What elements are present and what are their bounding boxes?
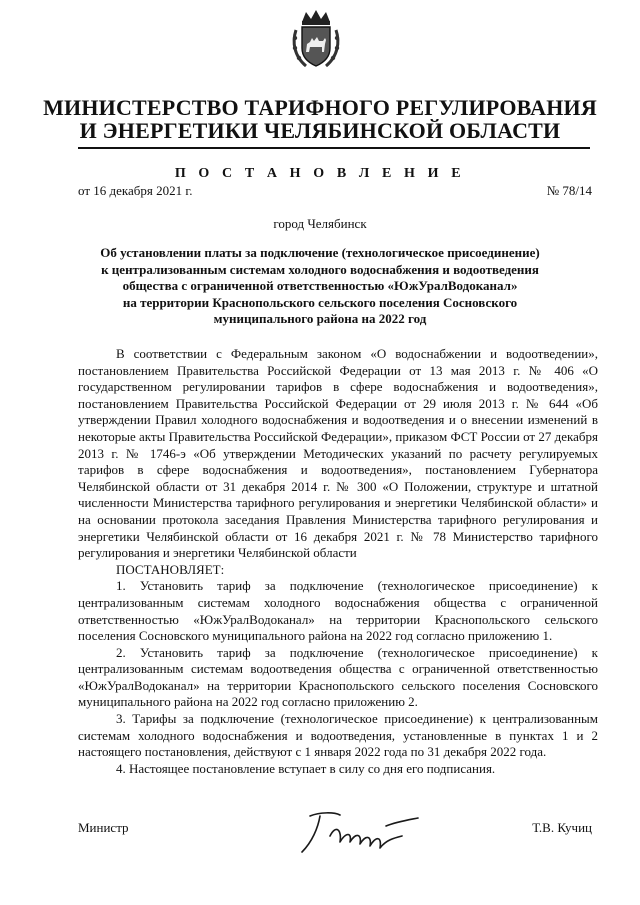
title-line: Об установлении платы за подключение (технологическое присоединение) (100, 245, 540, 260)
header-divider (78, 147, 590, 149)
document-body (78, 346, 598, 777)
document-city: город Челябинск (273, 216, 367, 231)
resolves-heading: ПОСТАНОВЛЯЕТ: (116, 561, 225, 577)
handwritten-signature (290, 806, 430, 858)
item-3-paragraph: 3. Тарифы за подключение (технологическое присоединение) к централизованным системам холодного водоснабжения и водоотведения, установленные в пунктах 1 и 2 настоящего постановления, действуют с 1 января 2022 года по 31 декабря 2022 года. (78, 711, 598, 760)
coat-of-arms-icon (290, 8, 342, 70)
item-1-paragraph: 1. Установить тариф за подключение (технологическое присоединение) к централизованным системам холодного водоснабжения общества с ограниченной ответственностью «ЮжУралВодоканал» на территории Краснопольского сельского поселения Сосновского муниципального района на 2022 год согласно приложению 1. (78, 578, 598, 644)
document-title (70, 245, 570, 328)
signatory-name: Т.В. Кучиц (532, 820, 592, 835)
ministry-name (0, 96, 640, 142)
item-4-paragraph: 4. Настоящее постановление вступает в силу со дня его подписания. (116, 760, 496, 776)
item-2-paragraph: 2. Установить тариф за подключение (технологическое присоединение) к централизованным системам водоотведения общества с ограниченной ответственностью «ЮжУралВодоканал» на территории Краснопольского сельского поселения Сосновского муниципального района на 2022 год согласно приложению 2. (78, 644, 598, 710)
title-line: на территории Краснопольского сельского поселения Сосновского (122, 294, 518, 310)
ministry-name-line-1: МИНИСТЕРСТВО ТАРИФНОГО РЕГУЛИРОВАНИЯ (43, 95, 597, 120)
signatory-role: Министр (78, 820, 129, 835)
title-line: муниципального района на 2022 год (213, 311, 427, 326)
document-type: П О С Т А Н О В Л Е Н И Е (174, 166, 466, 181)
ministry-name-line-2: И ЭНЕРГЕТИКИ ЧЕЛЯБИНСКОЙ ОБЛАСТИ (79, 118, 561, 143)
document-number: № 78/14 (546, 183, 592, 198)
title-line: к централизованным системам холодного водоснабжения и водоотведения (101, 261, 539, 277)
title-line: общества с ограниченной ответственностью «ЮжУралВодоканал» (122, 278, 518, 293)
document-date: от 16 декабря 2021 г. (78, 183, 193, 198)
preamble-paragraph: В соответствии с Федеральным законом «О водоснабжении и водоотведении», постановлением Правительства Российской Федерации от 13 мая 2013 г. № 406 «О государственном регулировании тарифов в сфере водоснабжения и водоотведения», постановлением Правительства Российской Федерации от 29 июля 2013 г. № 644 «Об утверждении Правил холодного водоснабжения и водоотведения и о внесении изменений в некоторые акты Правительства Российской Федерации», приказом ФСТ России от 27 декабря 2013 г. № 1746-э «Об утверждении Методических указаний по расчету регулируемых тарифов в сфере водоснабжения и водоотведения», постановлением Губернатора Челябинской области от 31 декабря 2014 г. № 300 «О Положении, структуре и штатной численности Министерства тарифного регулирования и энергетики Челябинской области» и на основании протокола заседания Правления Министерства тарифного регулирования и энергетики Челябинской области от 16 декабря 2021 г. № 78 Министерство тарифного регулирования и энергетики Челябинской области (78, 346, 598, 561)
